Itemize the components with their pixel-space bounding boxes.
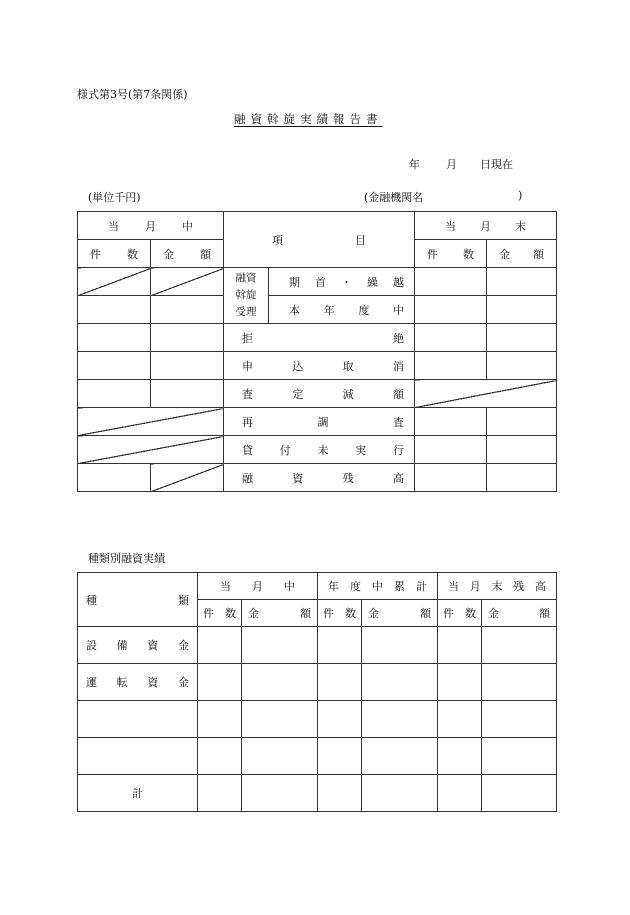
value-cell[interactable] <box>78 380 151 408</box>
value-cell[interactable] <box>482 738 557 775</box>
value-cell[interactable] <box>362 775 438 812</box>
value-cell[interactable] <box>487 464 557 492</box>
value-cell[interactable] <box>362 627 438 664</box>
value-cell[interactable] <box>415 268 487 296</box>
type-header: 種 類 <box>78 573 198 627</box>
value-cell[interactable] <box>198 775 242 812</box>
value-cell[interactable] <box>487 268 557 296</box>
value-cell[interactable] <box>318 775 362 812</box>
value-cell[interactable] <box>415 436 487 464</box>
value-cell[interactable] <box>415 464 487 492</box>
loan-report-table <box>77 211 557 492</box>
value-cell[interactable] <box>362 664 438 701</box>
value-cell[interactable] <box>487 352 557 380</box>
slashed-cell <box>151 464 224 492</box>
value-cell[interactable] <box>242 701 318 738</box>
count-header: 件 数 <box>318 600 362 627</box>
value-cell[interactable] <box>78 738 198 775</box>
form-number: 様式第3号(第7条関係) <box>77 88 188 101</box>
row-label-balance: 融 資 残 高 <box>224 464 415 492</box>
row-label-rejection: 拒 絶 <box>224 324 415 352</box>
unit-label: (単位千円) <box>88 191 141 204</box>
group-year-cumulative: 年 度 中 累 計 <box>318 573 438 600</box>
value-cell[interactable] <box>78 324 151 352</box>
value-cell[interactable] <box>198 664 242 701</box>
row-label-working-funds: 運 転 資 金 <box>78 664 198 701</box>
count-header: 件 数 <box>415 240 487 268</box>
value-cell[interactable] <box>487 408 557 436</box>
slashed-cell <box>415 380 557 408</box>
value-cell[interactable] <box>362 738 438 775</box>
item-header: 項 目 <box>224 212 415 268</box>
value-cell[interactable] <box>78 296 151 324</box>
month-end-header: 当 月 末 <box>415 212 557 240</box>
value-cell[interactable] <box>415 352 487 380</box>
value-cell[interactable] <box>242 738 318 775</box>
this-month-header: 当 月 中 <box>78 212 224 240</box>
value-cell[interactable] <box>487 436 557 464</box>
row-label-withdrawal: 申 込 取 消 <box>224 352 415 380</box>
value-cell[interactable] <box>415 408 487 436</box>
row-label-reexamination: 再 調 査 <box>224 408 415 436</box>
slashed-cell <box>78 436 224 464</box>
slashed-cell <box>151 268 224 296</box>
value-cell[interactable] <box>198 701 242 738</box>
table2-caption: 種類別融資実績 <box>88 552 165 565</box>
row-label-total: 計 <box>78 775 198 812</box>
value-cell[interactable] <box>482 775 557 812</box>
amount-header: 金 額 <box>242 600 318 627</box>
value-cell[interactable] <box>362 701 438 738</box>
row-label-unexecuted: 貸 付 未 実 行 <box>224 436 415 464</box>
row-label-this-year: 本 年 度 中 <box>269 296 415 324</box>
value-cell[interactable] <box>318 627 362 664</box>
value-cell[interactable] <box>318 701 362 738</box>
value-cell[interactable] <box>242 664 318 701</box>
count-header: 件 数 <box>438 600 482 627</box>
value-cell[interactable] <box>438 701 482 738</box>
date-year: 年 <box>409 158 420 171</box>
value-cell[interactable] <box>151 296 224 324</box>
value-cell[interactable] <box>487 296 557 324</box>
value-cell[interactable] <box>151 380 224 408</box>
bank-name-close: ) <box>518 189 523 202</box>
value-cell[interactable] <box>482 664 557 701</box>
value-cell[interactable] <box>78 701 198 738</box>
group-month-end-balance: 当 月 末 残 高 <box>438 573 557 600</box>
value-cell[interactable] <box>415 296 487 324</box>
group-this-month: 当 月 中 <box>198 573 318 600</box>
date-day-as-of: 日現在 <box>480 158 513 171</box>
value-cell[interactable] <box>242 775 318 812</box>
value-cell[interactable] <box>151 352 224 380</box>
count-header: 件 数 <box>78 240 151 268</box>
row-label-carryover: 期 首 ・ 繰 越 <box>269 268 415 296</box>
loan-intake-group-label: 融資 斡旋 受理 <box>224 268 269 324</box>
value-cell[interactable] <box>198 627 242 664</box>
row-label-equipment-funds: 設 備 資 金 <box>78 627 198 664</box>
value-cell[interactable] <box>438 738 482 775</box>
amount-header: 金 額 <box>487 240 557 268</box>
amount-header: 金 額 <box>362 600 438 627</box>
value-cell[interactable] <box>198 738 242 775</box>
document-title: 融資斡旋実績報告書 <box>234 112 383 126</box>
slashed-cell <box>78 268 151 296</box>
row-label-reduction: 査 定 減 額 <box>224 380 415 408</box>
value-cell[interactable] <box>438 775 482 812</box>
value-cell[interactable] <box>438 664 482 701</box>
value-cell[interactable] <box>242 627 318 664</box>
value-cell[interactable] <box>438 627 482 664</box>
value-cell[interactable] <box>318 738 362 775</box>
value-cell[interactable] <box>318 664 362 701</box>
slashed-cell <box>78 408 224 436</box>
value-cell[interactable] <box>78 352 151 380</box>
count-header: 件 数 <box>198 600 242 627</box>
value-cell[interactable] <box>78 464 151 492</box>
amount-header: 金 額 <box>482 600 557 627</box>
bank-name-label: (金融機関名 <box>364 191 424 204</box>
value-cell[interactable] <box>482 627 557 664</box>
amount-header: 金 額 <box>151 240 224 268</box>
loan-by-type-table <box>77 572 557 812</box>
value-cell[interactable] <box>482 701 557 738</box>
value-cell[interactable] <box>151 324 224 352</box>
value-cell[interactable] <box>487 324 557 352</box>
value-cell[interactable] <box>415 324 487 352</box>
date-month: 月 <box>446 158 457 171</box>
